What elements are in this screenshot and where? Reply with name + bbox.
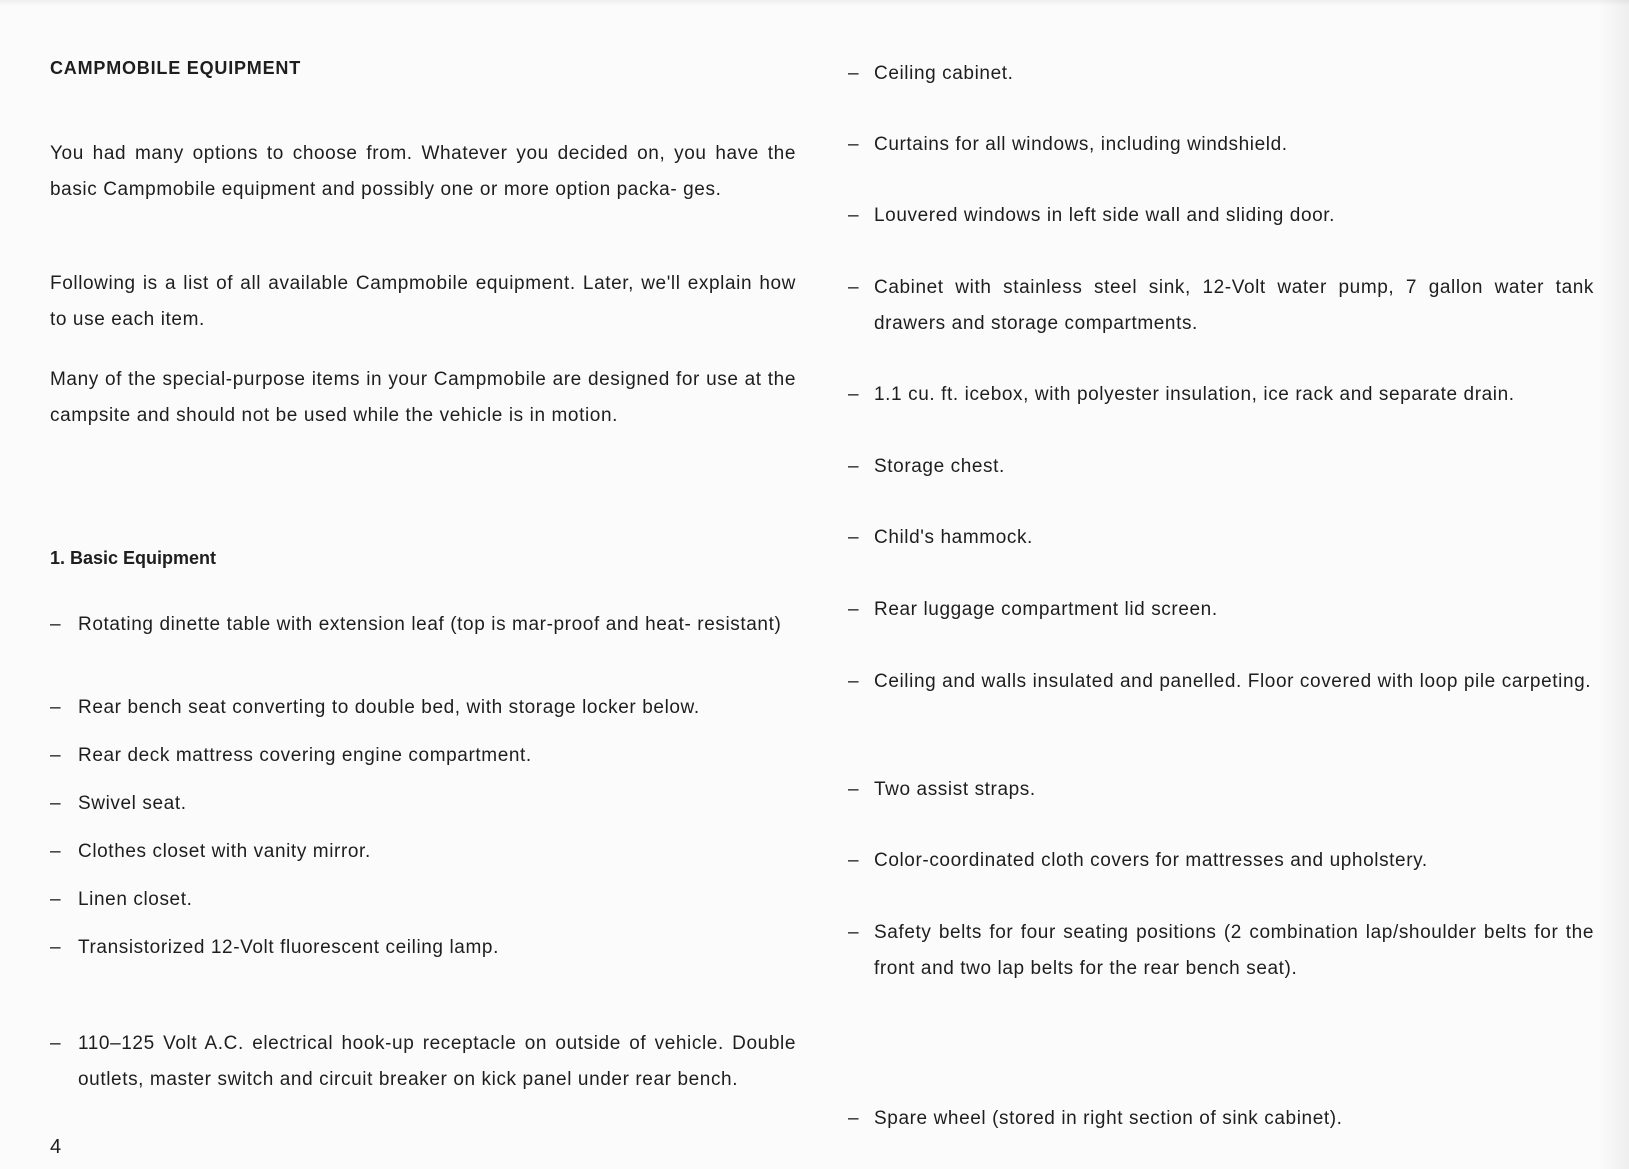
list-item-text: Rear bench seat converting to double bed, with storage locker below. bbox=[78, 697, 700, 718]
dash-bullet: – bbox=[50, 1033, 62, 1054]
list-item-text: Storage chest. bbox=[874, 456, 1005, 477]
list-item-text: Curtains for all windows, including windshield. bbox=[874, 134, 1288, 155]
list-item bbox=[848, 915, 1594, 987]
dash-bullet: – bbox=[848, 671, 860, 692]
dash-bullet: – bbox=[848, 599, 860, 620]
list-item-text: 1.1 cu. ft. icebox, with polyester insulation, ice rack and separate drain. bbox=[874, 384, 1515, 405]
page-edge-shadow bbox=[1599, 0, 1629, 1169]
dash-bullet: – bbox=[50, 697, 62, 718]
dash-bullet: – bbox=[50, 937, 62, 958]
list-item bbox=[848, 449, 1594, 485]
list-intro-paragraph: Following is a list of all available Campmobile equipment. Later, we'll explain how to use each item. bbox=[50, 273, 796, 330]
list-item bbox=[50, 834, 796, 870]
list-item-text: Transistorized 12-Volt fluorescent ceiling lamp. bbox=[78, 937, 499, 958]
dash-bullet: – bbox=[848, 922, 860, 943]
intro-paragraph: You had many options to choose from. Whatever you decided on, you have the basic Campmobile equipment and possibly one or more option packa- ges. bbox=[50, 143, 796, 200]
dash-bullet: – bbox=[50, 889, 62, 910]
dash-bullet: – bbox=[848, 779, 860, 800]
list-item-text: Child's hammock. bbox=[874, 527, 1033, 548]
list-item bbox=[848, 520, 1594, 556]
dash-bullet: – bbox=[848, 456, 860, 477]
list-item-text: Cabinet with stainless steel sink, 12-Volt water pump, 7 gallon water tank drawers and storage compartments. bbox=[874, 277, 1594, 334]
list-item bbox=[50, 882, 796, 918]
dash-bullet: – bbox=[848, 205, 860, 226]
section-heading: 1. Basic Equipment bbox=[50, 548, 217, 568]
list-item-text: 110–125 Volt A.C. electrical hook-up receptacle on outside of vehicle. Double outlets, master switch and circuit breaker on kick panel under rear bench. bbox=[78, 1033, 796, 1090]
dash-bullet: – bbox=[848, 384, 860, 405]
dash-bullet: – bbox=[50, 793, 62, 814]
list-item bbox=[848, 377, 1594, 413]
list-item bbox=[848, 1101, 1594, 1137]
list-item bbox=[848, 127, 1594, 163]
usage-note-paragraph: Many of the special-purpose items in your Campmobile are designed for use at the campsite and should not be used while the vehicle is in motion. bbox=[50, 369, 796, 426]
list-item bbox=[50, 607, 796, 643]
dash-bullet: – bbox=[50, 841, 62, 862]
dash-bullet: – bbox=[50, 614, 62, 635]
list-item bbox=[848, 592, 1594, 628]
list-item bbox=[50, 1026, 796, 1098]
dash-bullet: – bbox=[848, 63, 860, 84]
list-item-text: Clothes closet with vanity mirror. bbox=[78, 841, 371, 862]
list-item bbox=[50, 690, 796, 726]
list-item bbox=[50, 738, 796, 774]
list-item-text: Swivel seat. bbox=[78, 793, 187, 814]
dash-bullet: – bbox=[848, 850, 860, 871]
dash-bullet: – bbox=[848, 277, 860, 298]
dash-bullet: – bbox=[848, 134, 860, 155]
list-item-text: Ceiling cabinet. bbox=[874, 63, 1014, 84]
page-title: CAMPMOBILE EQUIPMENT bbox=[50, 58, 302, 78]
list-item-text: Safety belts for four seating positions (2 combination lap/shoulder belts for the front and two lap belts for the rear bench seat). bbox=[874, 922, 1594, 979]
list-item-text: Color-coordinated cloth covers for mattresses and upholstery. bbox=[874, 850, 1428, 871]
list-item bbox=[848, 772, 1594, 808]
list-item-text: Linen closet. bbox=[78, 889, 193, 910]
list-item-text: Two assist straps. bbox=[874, 779, 1036, 800]
list-item-text: Spare wheel (stored in right section of sink cabinet). bbox=[874, 1108, 1343, 1129]
page-top-edge bbox=[0, 0, 1629, 6]
list-item-text: Ceiling and walls insulated and panelled. Floor covered with loop pile carpeting. bbox=[874, 671, 1592, 692]
list-item-text: Rotating dinette table with extension leaf (top is mar-proof and heat- resistant) bbox=[78, 614, 782, 635]
page-number: 4 bbox=[50, 1136, 62, 1158]
dash-bullet: – bbox=[50, 745, 62, 766]
list-item bbox=[848, 56, 1594, 92]
dash-bullet: – bbox=[848, 1108, 860, 1129]
list-item bbox=[848, 198, 1594, 234]
list-item-text: Louvered windows in left side wall and sliding door. bbox=[874, 205, 1336, 226]
list-item-text: Rear deck mattress covering engine compartment. bbox=[78, 745, 532, 766]
list-item bbox=[848, 270, 1594, 342]
list-item bbox=[848, 664, 1594, 700]
list-item bbox=[50, 930, 796, 966]
list-item bbox=[848, 843, 1594, 879]
list-item bbox=[50, 786, 796, 822]
dash-bullet: – bbox=[848, 527, 860, 548]
list-item-text: Rear luggage compartment lid screen. bbox=[874, 599, 1218, 620]
